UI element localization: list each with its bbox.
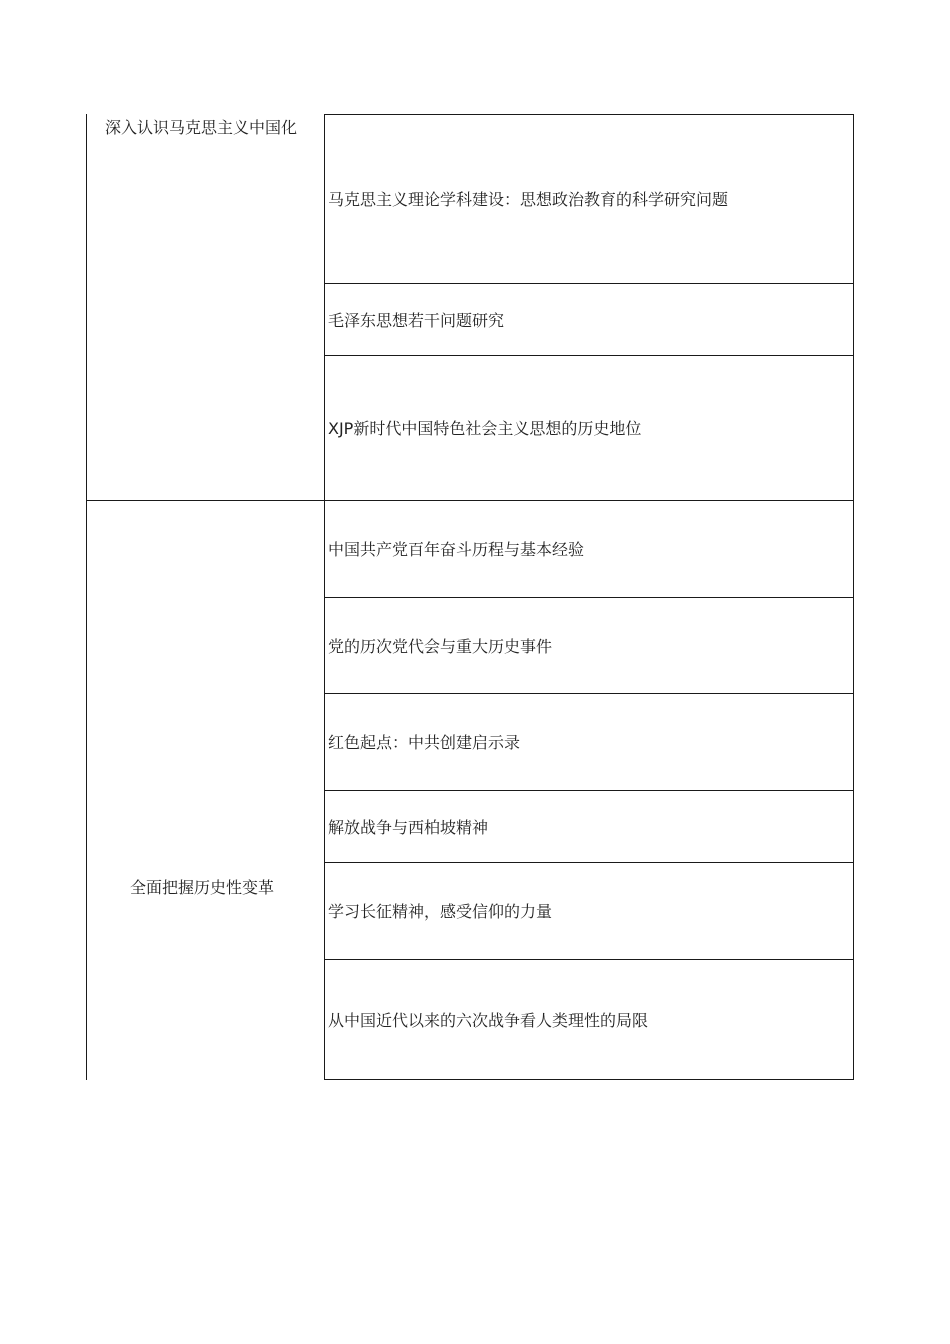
table-cell: 红色起点：中共创建启示录 xyxy=(328,733,521,752)
table-cell: 解放战争与西柏坡精神 xyxy=(328,818,489,837)
table-cell: XJP新时代中国特色社会主义思想的历史地位 xyxy=(328,419,642,438)
table-row-border xyxy=(324,790,854,791)
table-cell: 中国共产党百年奋斗历程与基本经验 xyxy=(328,540,585,559)
table-row-border xyxy=(324,114,854,115)
table-row-border xyxy=(324,862,854,863)
group-label: 全面把握历史性变革 xyxy=(130,878,275,897)
table-cell: 从中国近代以来的六次战争看人类理性的局限 xyxy=(328,1011,649,1030)
table-cell: 学习长征精神，感受信仰的力量 xyxy=(328,902,553,921)
table-row-border xyxy=(324,355,854,356)
table-group-border xyxy=(86,500,854,501)
table-bottom-border xyxy=(324,1079,854,1080)
table-cell: 党的历次党代会与重大历史事件 xyxy=(328,637,553,656)
table-row-border xyxy=(324,597,854,598)
table-row-border xyxy=(324,283,854,284)
table-cell: 马克思主义理论学科建设：思想政治教育的科学研究问题 xyxy=(328,190,729,209)
group-label: 深入认识马克思主义中国化 xyxy=(105,118,298,137)
table-row-border xyxy=(324,693,854,694)
table-cell: 毛泽东思想若干问题研究 xyxy=(328,311,505,330)
table-row-border xyxy=(324,959,854,960)
table-left-border xyxy=(86,114,87,1080)
